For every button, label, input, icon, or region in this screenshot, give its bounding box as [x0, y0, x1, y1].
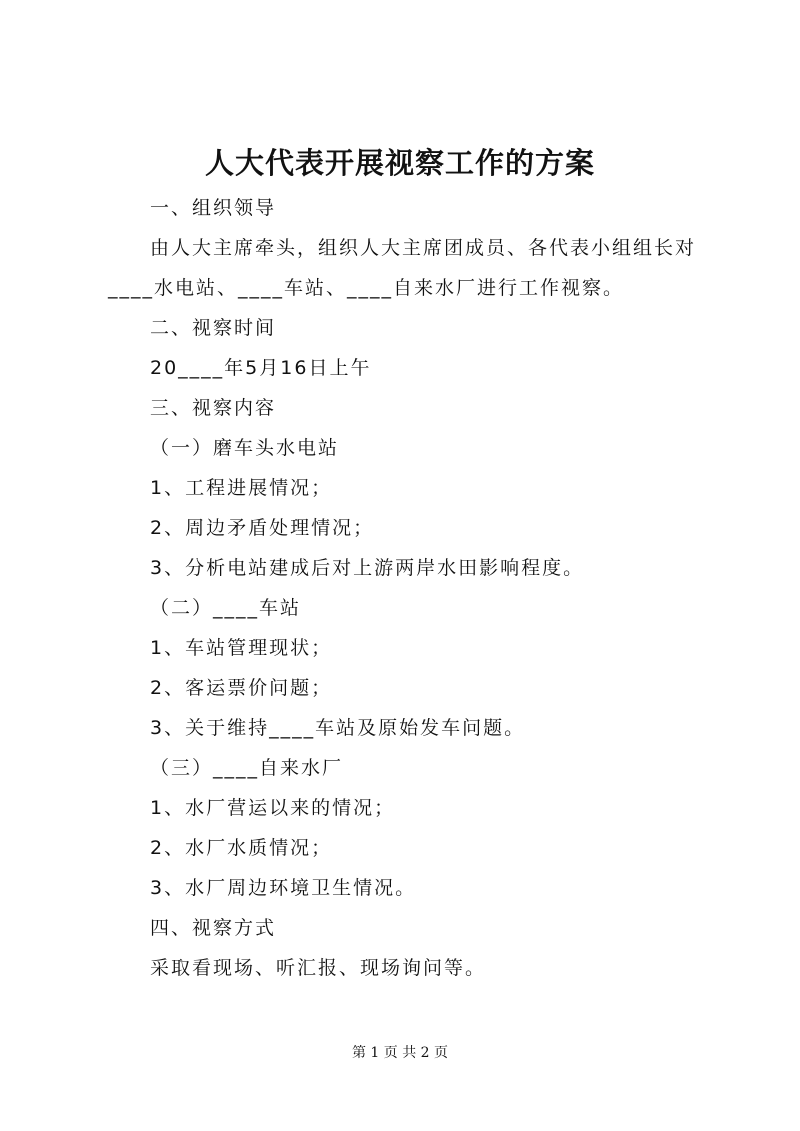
list-item: 2、水厂水质情况； — [150, 837, 333, 859]
section-heading-organization: 一、组织领导 — [150, 197, 277, 219]
paragraph-line: 采取看现场、听汇报、现场询问等。 — [150, 957, 487, 979]
document-title: 人大代表开展视察工作的方案 — [204, 146, 595, 180]
section-heading-method: 四、视察方式 — [150, 917, 277, 939]
section-heading-time: 二、视察时间 — [150, 317, 277, 339]
subsection-heading: （一）磨车头水电站 — [150, 437, 340, 459]
list-item: 2、周边矛盾处理情况； — [150, 517, 375, 539]
paragraph-line: 由人大主席牵头，组织人大主席团成员、各代表小组组长对 — [150, 237, 697, 259]
list-item: 3、分析电站建成后对上游两岸水田影响程度。 — [150, 557, 585, 579]
paragraph-line: ____水电站、____车站、____自来水厂进行工作视察。 — [108, 277, 625, 299]
list-item: 3、关于维持____车站及原始发车问题。 — [150, 717, 526, 739]
list-item: 2、客运票价问题； — [150, 677, 333, 699]
page-footer: 第 1 页 共 2 页 — [351, 1045, 449, 1061]
list-item: 3、水厂周边环境卫生情况。 — [150, 877, 417, 899]
paragraph-line: 20____年5月16日上午 — [150, 357, 372, 379]
subsection-heading: （二）____车站 — [150, 597, 302, 619]
section-heading-content: 三、视察内容 — [150, 397, 277, 419]
list-item: 1、工程进展情况； — [150, 477, 333, 499]
list-item: 1、水厂营运以来的情况； — [150, 797, 396, 819]
list-item: 1、车站管理现状； — [150, 637, 333, 659]
subsection-heading: （三）____自来水厂 — [150, 757, 344, 779]
